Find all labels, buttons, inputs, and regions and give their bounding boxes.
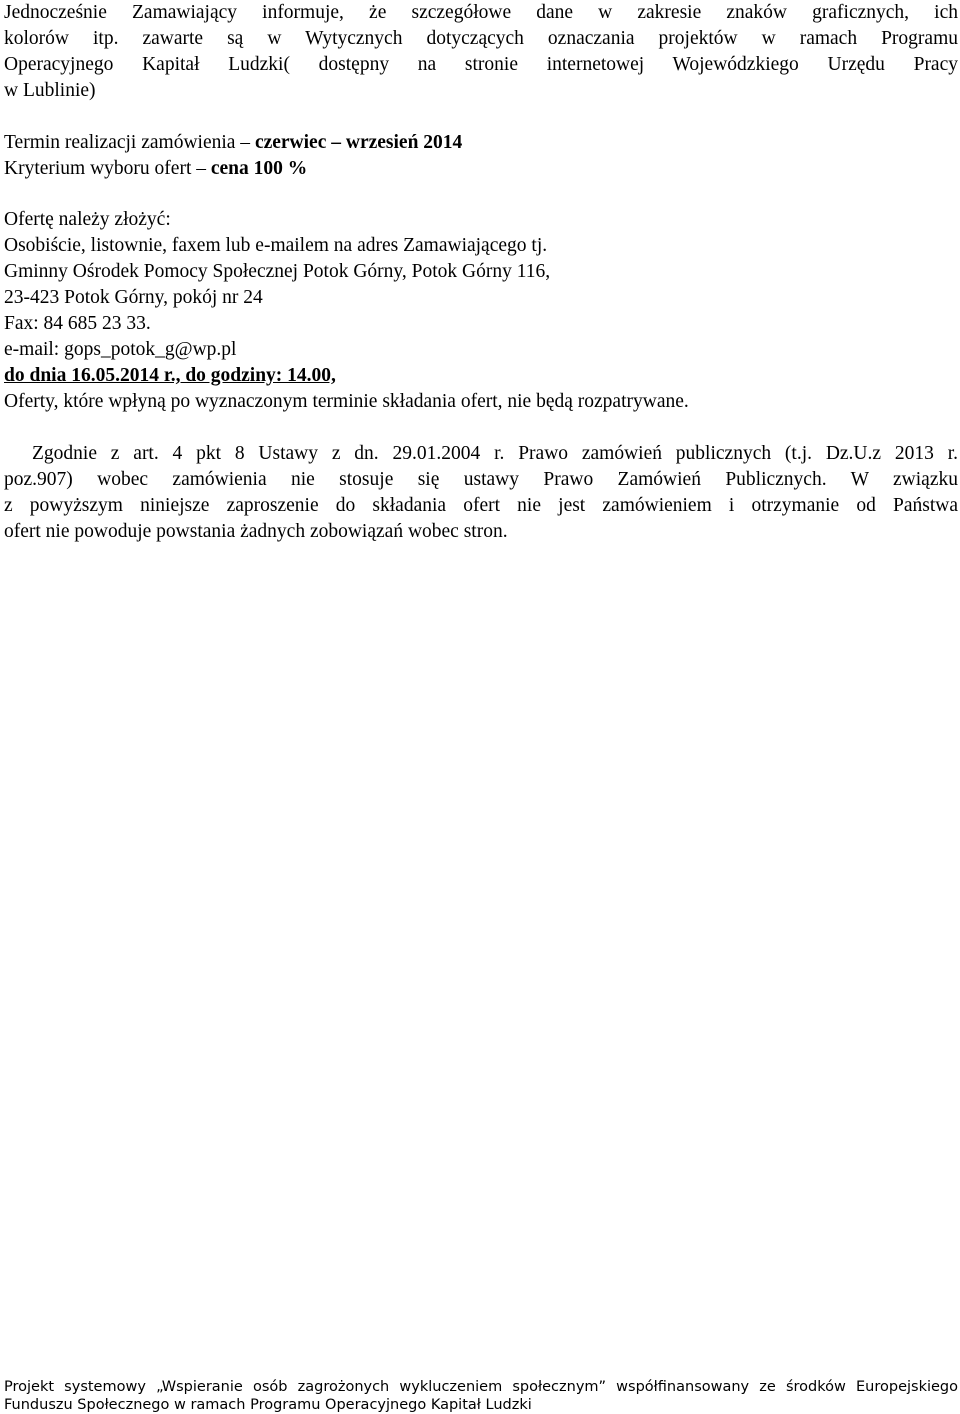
legal-line-4: ofert nie powoduje powstania żadnych zobowiązań wobec stron. [4,521,508,542]
address-line-1: Gminny Ośrodek Pomocy Społecznej Potok Górny, Potok Górny 116, [4,261,551,282]
spacer [4,104,958,130]
document-body [4,0,958,545]
realization-term-value: czerwiec – wrzesień 2014 [254,132,463,153]
selection-criterion [4,156,958,182]
selection-criterion-value: cena 100 % [210,158,308,179]
intro-line-2: kolorów itp. zawarte są w Wytycznych dotyczących oznaczania projektów w ramach Programu [4,28,958,49]
realization-term [4,130,958,156]
intro-line-1: Jednocześnie Zamawiający informuje, że szczegółowe dane w zakresie znaków graficznych, ich [4,2,958,23]
footer-line-2: Funduszu Społecznego w ramach Programu Operacyjnego Kapitał Ludzki [4,1397,532,1413]
spacer [4,182,958,207]
late-offers-notice: Oferty, które wpłyną po wyznaczonym terminie składania ofert, nie będą rozpatrywane. [4,391,689,412]
fax-number: Fax: 84 685 23 33. [4,313,151,334]
submission-method: Osobiście, listownie, faxem lub e-mailem na adres Zamawiającego tj. [4,235,548,256]
page-footer [4,1378,958,1414]
realization-term-label: Termin realizacji zamówienia – [4,132,255,153]
spacer [4,415,958,441]
submission-deadline [4,363,958,389]
selection-criterion-label: Kryterium wyboru ofert – [4,158,211,179]
intro-line-4: w Lublinie) [4,80,96,101]
terms-section [4,130,958,182]
submission-section [4,207,958,415]
footer-line-1: Projekt systemowy „Wspieranie osób zagrożonych wykluczeniem społecznym” współfinansowany ze środków Europejskiego [4,1379,958,1395]
address-line-2: 23-423 Potok Górny, pokój nr 24 [4,287,263,308]
legal-paragraph [4,441,958,545]
legal-line-2: poz.907) wobec zamówienia nie stosuje się ustawy Prawo Zamówień Publicznych. W związku [4,469,958,490]
submission-deadline-text: do dnia 16.05.2014 r., do godziny: 14.00, [4,365,336,386]
email-address: e-mail: gops_potok_g@wp.pl [4,339,237,360]
legal-line-3: z powyższym niniejsze zaproszenie do składania ofert nie jest zamówieniem i otrzymanie od Państwa [4,495,958,516]
submission-heading: Ofertę należy złożyć: [4,209,171,230]
intro-line-3: Operacyjnego Kapitał Ludzki( dostępny na stronie internetowej Wojewódzkiego Urzędu Pracy [4,54,958,75]
legal-line-1: Zgodnie z art. 4 pkt 8 Ustawy z dn. 29.01.2004 r. Prawo zamówień publicznych (t.j. Dz.U.z 2013 r. [32,443,958,464]
intro-paragraph [4,0,958,104]
